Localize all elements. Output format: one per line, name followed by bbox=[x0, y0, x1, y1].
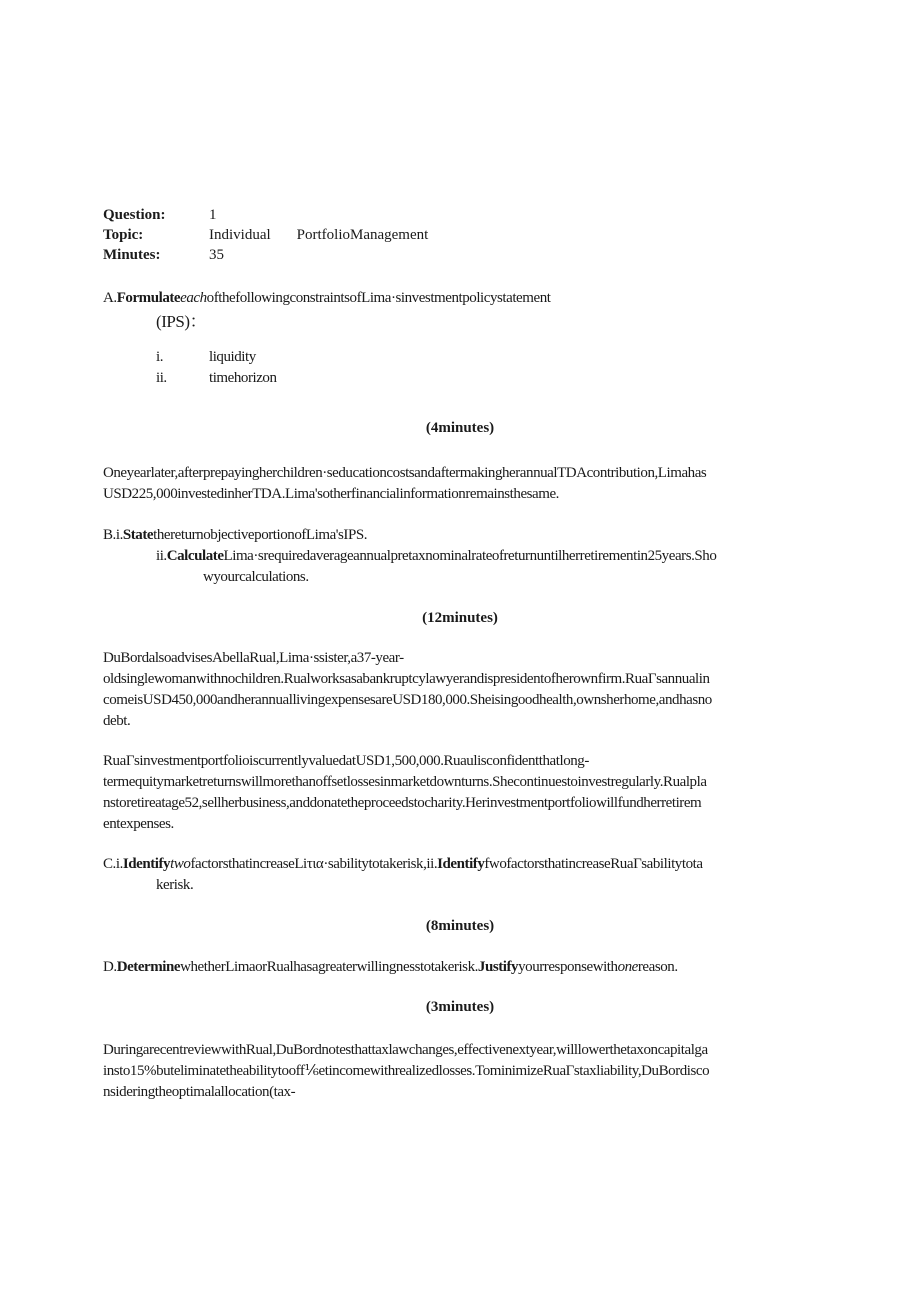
list-item-text: timehorizon bbox=[209, 370, 277, 386]
part-b bbox=[103, 525, 843, 588]
list-item-text: liquidity bbox=[209, 349, 256, 365]
question-value: 1 bbox=[209, 207, 217, 223]
minutes-value: 35 bbox=[209, 247, 224, 263]
part-d-text-3: reason. bbox=[637, 959, 678, 975]
part-b-verb-1: State bbox=[122, 527, 154, 543]
part-b-line-3: wyourcalculations. bbox=[203, 569, 309, 585]
part-c-verb-1: Identify bbox=[122, 856, 171, 872]
part-b-minutes: (12minutes) bbox=[422, 610, 498, 626]
paragraph-line: insto15%buteliminatetheabilitytooff⅙etincomewithrealizedlosses.TominimizeRuaΓstaxliability,DuBordisco bbox=[103, 1063, 710, 1079]
paragraph-line: nstoretireatage52,sellherbusiness,anddonatetheproceedstocharity.Herinvestmentportfoliowillfundherretirem bbox=[103, 795, 702, 811]
question-label: Question: bbox=[103, 207, 166, 223]
list-item-number: i. bbox=[156, 349, 164, 365]
paragraph-line: Oneyearlater,afterprepayingherchildren·seducationcostsandaftermakingherannualTDAcontribution,Limahas bbox=[103, 465, 707, 481]
paragraph-line: DuBordalsoadvisesAbellaRual,Lima·ssister,a37-year- bbox=[103, 650, 404, 666]
paragraph-line: DuringarecentreviewwithRual,DuBordnotesthattaxlawchanges,effectivenextyear,willlowerthetaxoncapitalga bbox=[103, 1042, 708, 1058]
paragraph-line: comeisUSD450,000andherannuallivingexpensesareUSD180,000.Sheisingoodhealth,ownsherhome,andhasno bbox=[103, 692, 712, 708]
paragraph-4 bbox=[103, 1040, 843, 1103]
part-a-verb: Formulate bbox=[116, 290, 181, 306]
topic-label: Topic: bbox=[103, 227, 144, 243]
part-c-minutes: (8minutes) bbox=[425, 918, 495, 934]
list-item bbox=[103, 368, 843, 389]
paragraph-line: USD225,000investedinherTDA.Lima'sotherfinancialinformationremainsthesame. bbox=[103, 486, 559, 502]
minutes-row bbox=[103, 245, 454, 265]
part-b-text-1: thereturnobjectiveportionofLima'sIPS. bbox=[153, 527, 368, 543]
part-d-prefix: D. bbox=[103, 959, 117, 975]
part-b-line-2 bbox=[103, 546, 843, 567]
part-a-ips: (IPS)： bbox=[156, 312, 207, 331]
list-item bbox=[103, 347, 843, 368]
minutes-label: Minutes: bbox=[103, 247, 161, 263]
part-d-verb-1: Determine bbox=[116, 959, 181, 975]
paragraph-2 bbox=[103, 648, 843, 732]
topic-value-2: PortfolioManagement bbox=[296, 227, 429, 243]
part-d-line bbox=[103, 957, 843, 978]
part-c-line-2: kerisk. bbox=[156, 877, 194, 893]
part-d-verb-2: Justify bbox=[477, 959, 519, 975]
part-b-prefix: B.i. bbox=[103, 527, 123, 543]
question-meta bbox=[103, 205, 454, 265]
paragraph-line: oldsinglewomanwithnochildren.Rualworksasabankruptcylawyerandispresidentofherownfirm.RuaΓsannualin bbox=[103, 671, 710, 687]
paragraph-1 bbox=[103, 463, 843, 505]
part-d-one: one bbox=[617, 959, 638, 975]
paragraph-3 bbox=[103, 751, 843, 835]
part-d-text-2: yourresponsewith bbox=[518, 959, 618, 975]
list-item-number: ii. bbox=[156, 370, 167, 386]
topic-row bbox=[103, 225, 454, 245]
part-a-each: each bbox=[180, 290, 207, 306]
paragraph-line: RuaΓsinvestmentportfolioiscurrentlyvaluedatUSD1,500,000.Ruaulisconfidentthatlong- bbox=[103, 753, 589, 769]
part-d-text-1: whetherLimaorRualhasagreaterwillingnesstotakerisk. bbox=[180, 959, 478, 975]
paragraph-line: termequitymarketreturnswillmorethanoffsetlossesinmarketdownturns.Shecontinuestoinvestregularly.Rualpla bbox=[103, 774, 707, 790]
part-c-two: two bbox=[170, 856, 191, 872]
part-a bbox=[103, 288, 843, 389]
part-b-verb-2: Calculate bbox=[166, 548, 224, 564]
part-a-line bbox=[103, 288, 843, 309]
paragraph-line: debt. bbox=[103, 713, 131, 729]
part-c-text-2: fwofactorsthatincreaseRuaΓsabilitytota bbox=[484, 856, 703, 872]
question-row bbox=[103, 205, 454, 225]
paragraph-line: nsideringtheoptimalallocation(tax- bbox=[103, 1084, 296, 1100]
part-c-verb-2: Identify bbox=[437, 856, 485, 872]
part-c bbox=[103, 854, 843, 896]
part-c-line-1 bbox=[103, 854, 843, 875]
part-b-line-1 bbox=[103, 525, 843, 546]
part-b-text-2: Lima·srequiredaverageannualpretaxnominalrateofreturnuntilherretirementin25years.Sho bbox=[223, 548, 717, 564]
part-d bbox=[103, 957, 843, 978]
part-a-text: ofthefollowingconstraintsofLima·sinvestmentpolicystatement bbox=[206, 290, 551, 306]
paragraph-line: entexpenses. bbox=[103, 816, 174, 832]
part-c-text-1: factorsthatincreaseLiτια·sabilitytotakerisk,ii. bbox=[190, 856, 438, 872]
part-c-prefix: C.i. bbox=[103, 856, 123, 872]
part-a-minutes: (4minutes) bbox=[425, 420, 495, 436]
part-a-prefix: A. bbox=[103, 290, 117, 306]
part-d-minutes: (3minutes) bbox=[425, 999, 495, 1015]
topic-value-1: Individual bbox=[209, 227, 271, 243]
part-b-prefix-2: ii. bbox=[156, 548, 167, 564]
